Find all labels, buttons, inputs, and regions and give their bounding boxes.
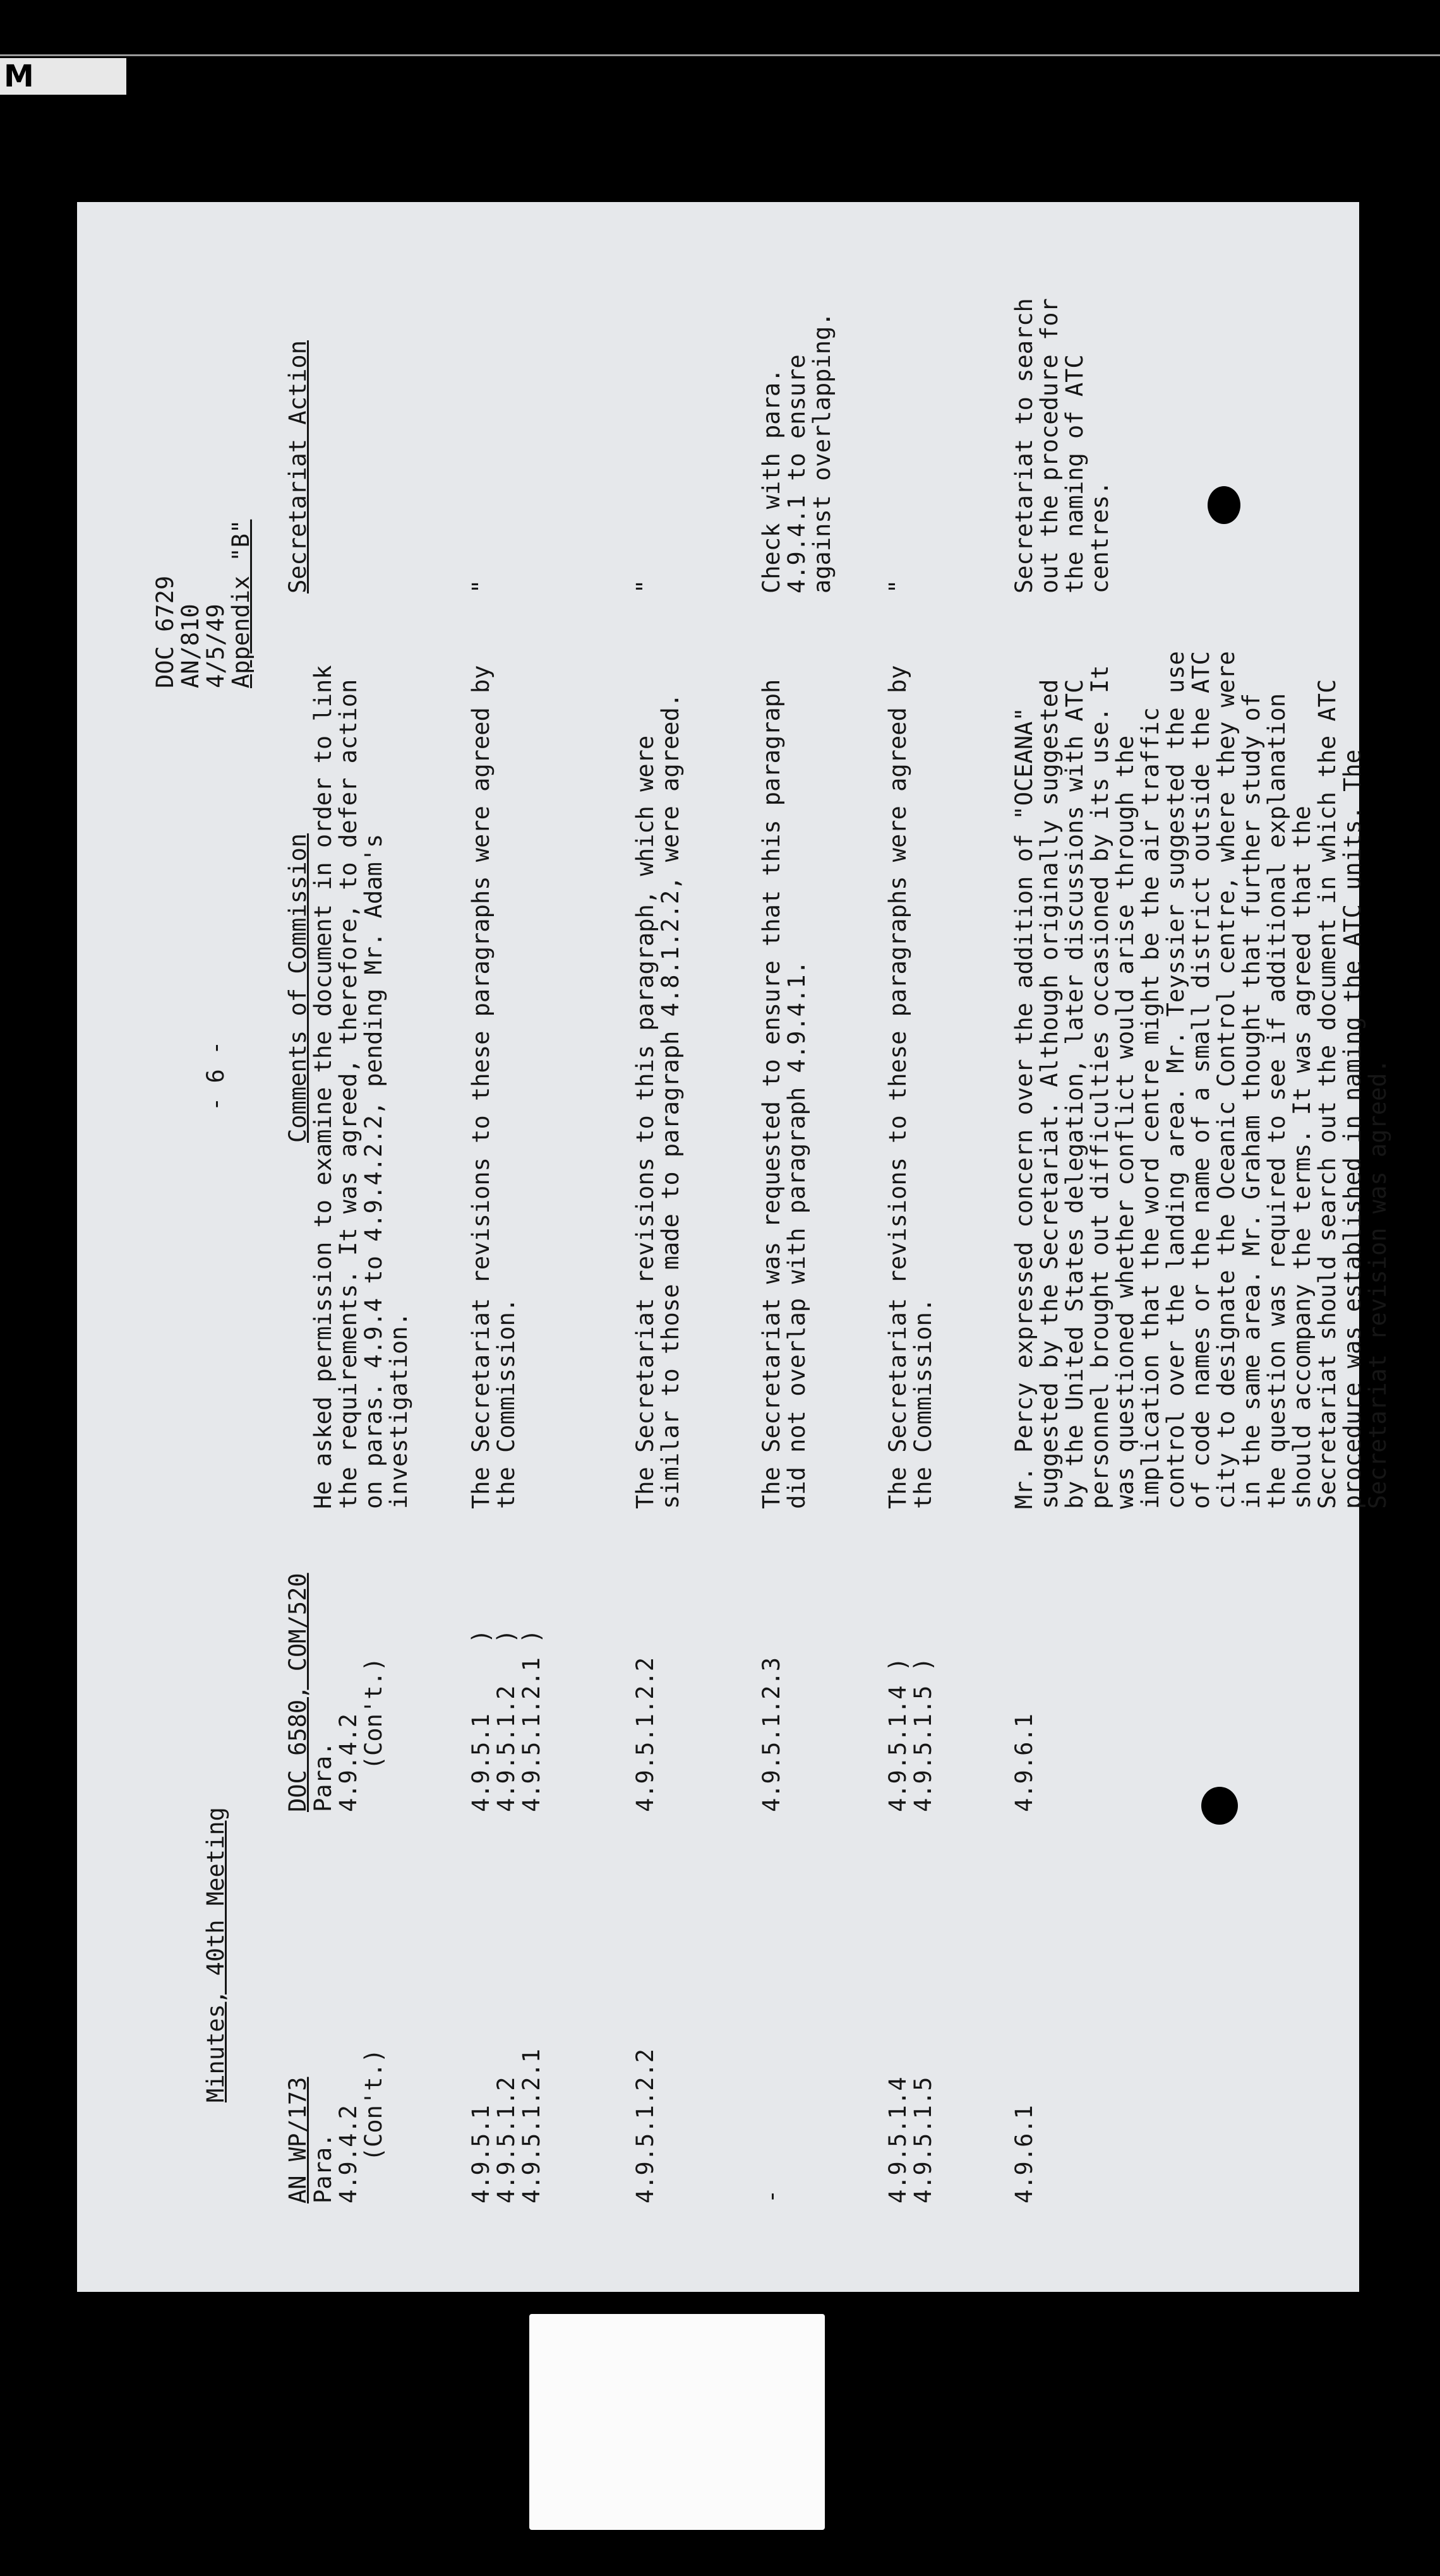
row-4-doc-ref: 4.9.5.1.4 ) bbox=[884, 1657, 911, 1812]
row-3-doc-ref: 4.9.5.1.2.3 bbox=[758, 1657, 785, 1812]
an-number: AN/810 bbox=[177, 604, 204, 688]
column-title-doc: DOC 6580, COM/520 bbox=[284, 1573, 311, 1812]
row-2-doc-ref: 4.9.5.1.2.2 bbox=[632, 1657, 659, 1812]
row-5-secretariat-action: Secretariat to search out the procedure for the naming of ATC centres. bbox=[1011, 298, 1113, 593]
film-edge-rule bbox=[0, 54, 1440, 56]
row-0-doc-ref: Para. bbox=[309, 1741, 337, 1812]
row-0-an-wp-ref: Para. bbox=[309, 2133, 337, 2203]
row-4-comment: The Secretariat revisions to these paragraphs were agreed by the Commission. bbox=[884, 665, 937, 1509]
row-1-comment: The Secretariat revisions to these paragraphs were agreed by the Commission. bbox=[467, 665, 520, 1509]
rotated-sheet bbox=[77, 202, 1391, 2292]
row-1-doc-ref: 4.9.5.1 ) bbox=[467, 1629, 495, 1812]
row-5-comment: Mr. Percy expressed concern over the addition of "OCEANA" suggested by the Secretariat. Although originally suggested by the United States delegation, later discussions with ATC personnel brought out difficulties occasioned by its use. It was questioned whether conflict would arise through the implication that the word centre might be the air traffic control over the landing area. Mr. Teyssier suggested the use of code names or the name of a small district outside the ATC city to designate the Oceanic Control centre, where they were in the same area. Mr. Graham thought that further study of the question was required to see if additional explanation should accompany the terms. It was agreed that the Secretariat should search out the document in which the ATC procedure was established in naming the ATC units. The Secretariat revision was agreed. bbox=[1011, 651, 1391, 1509]
doc-number: DOC 6729 bbox=[152, 575, 179, 688]
row-4-doc-ref: 4.9.5.1.5 ) bbox=[909, 1657, 937, 1812]
row-1-secretariat-action: " bbox=[467, 579, 495, 593]
ink-blot bbox=[1208, 486, 1240, 524]
row-5-doc-ref: 4.9.6.1 bbox=[1011, 1714, 1038, 1812]
column-title-an-wp: AN WP/173 bbox=[284, 2077, 311, 2203]
column-title-comments: Comments of Commission bbox=[284, 833, 311, 1143]
row-1-doc-ref: 4.9.5.1.2.1 ) bbox=[518, 1629, 545, 1812]
row-5-an-wp-ref: 4.9.6.1 bbox=[1011, 2105, 1038, 2203]
document-page bbox=[77, 202, 1391, 2292]
row-0-an-wp-ref: 4.9.4.2 bbox=[335, 2105, 362, 2203]
row-4-secretariat-action: " bbox=[884, 579, 911, 593]
film-leader-card bbox=[529, 2314, 825, 2530]
row-3-an-wp-ref: - bbox=[758, 2189, 785, 2203]
row-2-comment: The Secretariat revisions to this paragraph, which were similar to those made to paragraph 4.8.1.2.2, were agreed. bbox=[632, 693, 684, 1509]
row-0-comment: He asked permission to examine the document in order to link the requirements. It was agreed, therefore, to defer action on paras. 4.9.4 to 4.9.4.2.2, pending Mr. Adam's investigation. bbox=[309, 665, 412, 1509]
row-1-an-wp-ref: 4.9.5.1.2.1 bbox=[518, 2048, 545, 2203]
row-4-an-wp-ref: 4.9.5.1.4 bbox=[884, 2077, 911, 2203]
ink-blot bbox=[1201, 1787, 1238, 1825]
row-0-doc-ref: (Con't.) bbox=[360, 1657, 387, 1812]
row-4-an-wp-ref: 4.9.5.1.5 bbox=[909, 2077, 937, 2203]
row-2-an-wp-ref: 4.9.5.1.2.2 bbox=[632, 2048, 659, 2203]
appendix-label: Appendix "B" bbox=[227, 519, 255, 688]
row-1-an-wp-ref: 4.9.5.1.2 bbox=[493, 2077, 520, 2203]
film-frame-label: M bbox=[0, 58, 126, 95]
row-1-an-wp-ref: 4.9.5.1 bbox=[467, 2105, 495, 2203]
row-1-doc-ref: 4.9.5.1.2 ) bbox=[493, 1629, 520, 1812]
row-2-secretariat-action: " bbox=[632, 579, 659, 593]
page-number: - 6 - bbox=[202, 1041, 229, 1111]
row-3-secretariat-action: Check with para. 4.9.4.1 to ensure against overlapping. bbox=[758, 312, 836, 593]
meeting-title: Minutes, 40th Meeting bbox=[202, 1807, 229, 2102]
row-0-doc-ref: 4.9.4.2 bbox=[335, 1714, 362, 1812]
doc-date: 4/5/49 bbox=[202, 604, 229, 688]
row-3-comment: The Secretariat was requested to ensure that this paragraph did not overlap with paragraph 4.9.4.1. bbox=[758, 679, 810, 1509]
column-title-secretariat: Secretariat Action bbox=[284, 340, 311, 593]
row-0-an-wp-ref: (Con't.) bbox=[360, 2048, 387, 2203]
